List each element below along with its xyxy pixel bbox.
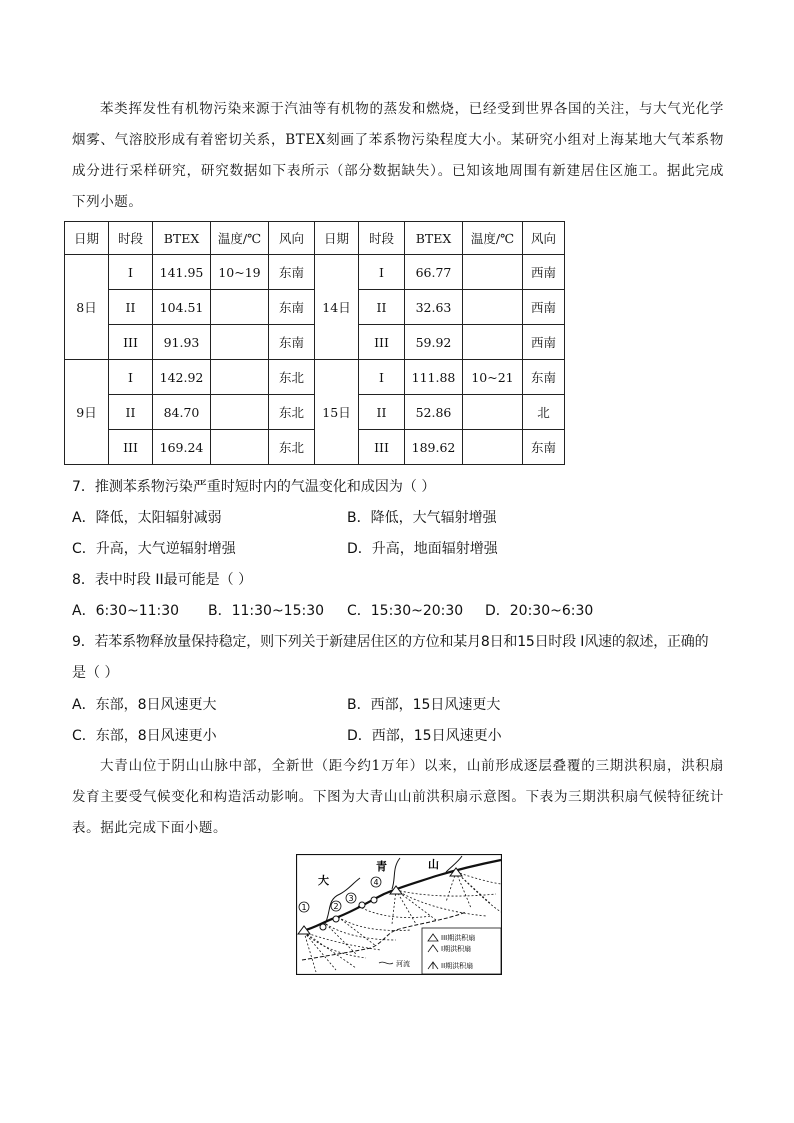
table-cell: III	[359, 430, 405, 465]
question-9-stem-line1: 9．若苯系物释放量保持稳定，则下列关于新建居住区的方位和某月8日和15日时段 I风速的叙述，正确的	[72, 634, 709, 650]
table-cell	[211, 430, 269, 465]
intro-paragraph-2: 大青山位于阴山山脉中部，全新世（距今约1万年）以来，山前形成逐层叠覆的三期洪积扇，洪积扇发育主要受气候变化和构造活动影响。下图为大青山山前洪积扇示意图。下表为三期洪积扇气候特征统计表。据此完成下面小题。	[72, 758, 724, 836]
table-cell: 东南	[269, 255, 315, 290]
label-1: 1	[301, 903, 307, 912]
table-cell: 32.63	[405, 290, 463, 325]
table-row	[65, 255, 565, 290]
table-cell: II	[359, 395, 405, 430]
label-2: 2	[333, 902, 339, 911]
header-cell: 温度/℃	[211, 222, 269, 255]
legend-river: 河流	[396, 960, 410, 968]
question-8-stem: 8．表中时段 II最可能是（ ）	[72, 572, 253, 588]
q9-option-a: A．东部，8日风速更大	[72, 697, 217, 713]
table-cell	[463, 430, 523, 465]
table-cell: 84.70	[153, 395, 211, 430]
legend-ii: II期洪积扇	[441, 962, 474, 970]
table-cell: 东南	[523, 430, 565, 465]
legend-i: I期洪积扇	[441, 945, 472, 953]
table-cell: I	[109, 360, 153, 395]
table-cell: 西南	[523, 255, 565, 290]
date-cell: 9日	[65, 360, 109, 465]
char-shan: 山	[428, 858, 439, 871]
table-cell	[463, 290, 523, 325]
table-cell	[211, 325, 269, 360]
table-cell: 169.24	[153, 430, 211, 465]
table-cell: I	[359, 255, 405, 290]
table-cell: 59.92	[405, 325, 463, 360]
btex-table	[64, 221, 565, 465]
char-da: 大	[318, 874, 329, 887]
table-cell	[211, 395, 269, 430]
table-cell: III	[109, 430, 153, 465]
header-cell: 日期	[65, 222, 109, 255]
table-cell: 西南	[523, 290, 565, 325]
table-cell: 142.92	[153, 360, 211, 395]
q9-option-c: C．东部，8日风速更小	[72, 728, 217, 744]
label-4: 4	[373, 878, 379, 887]
table-cell: 189.62	[405, 430, 463, 465]
table-cell	[463, 395, 523, 430]
date-cell: 15日	[315, 360, 359, 465]
table-cell: 东南	[269, 290, 315, 325]
q7-option-d: D．升高，地面辐射增强	[347, 541, 498, 557]
header-cell: BTEX	[153, 222, 211, 255]
table-cell: 东北	[269, 395, 315, 430]
table-cell: 东南	[523, 360, 565, 395]
q9-option-d: D．西部，15日风速更小	[347, 728, 502, 744]
table-cell: 10~21	[463, 360, 523, 395]
header-cell: BTEX	[405, 222, 463, 255]
table-cell: III	[109, 325, 153, 360]
table-cell: 111.88	[405, 360, 463, 395]
table-cell	[463, 325, 523, 360]
table-cell: I	[109, 255, 153, 290]
question-7-stem: 7．推测苯系物污染严重时短时内的气温变化和成因为（ ）	[72, 479, 436, 495]
table-cell: 东北	[269, 360, 315, 395]
q7-option-b: B．降低，大气辐射增强	[347, 510, 497, 526]
table-cell	[463, 255, 523, 290]
alluvial-fan-map	[296, 854, 502, 975]
q9-option-b: B．西部，15日风速更大	[347, 697, 501, 713]
table-cell: 东北	[269, 430, 315, 465]
table-cell: III	[359, 325, 405, 360]
table-cell	[211, 290, 269, 325]
q7-option-c: C．升高，大气逆辐射增强	[72, 541, 236, 557]
table-cell: 66.77	[405, 255, 463, 290]
table-header-row	[65, 222, 565, 255]
legend-iii: III期洪积扇	[441, 934, 476, 942]
q8-option-c: C．15:30~20:30	[347, 603, 464, 619]
table-cell: 141.95	[153, 255, 211, 290]
header-cell: 时段	[109, 222, 153, 255]
q7-option-a: A．降低，太阳辐射减弱	[72, 510, 222, 526]
table-cell: 10~19	[211, 255, 269, 290]
table-cell: 北	[523, 395, 565, 430]
date-cell: 8日	[65, 255, 109, 360]
table-row	[65, 360, 565, 395]
q8-option-b: B．11:30~15:30	[208, 603, 325, 619]
table-cell: II	[109, 395, 153, 430]
header-cell: 风向	[523, 222, 565, 255]
table-cell: 91.93	[153, 325, 211, 360]
table-cell	[211, 360, 269, 395]
header-cell: 温度/℃	[463, 222, 523, 255]
table-cell: II	[359, 290, 405, 325]
header-cell: 日期	[315, 222, 359, 255]
char-qing: 青	[376, 860, 387, 873]
intro-paragraph-1: 苯类挥发性有机物污染来源于汽油等有机物的蒸发和燃烧，已经受到世界各国的关注，与大气光化学烟雾、气溶胶形成有着密切关系，BTEX刻画了苯系物污染程度大小。某研究小组对上海某地大气苯系物成分进行采样研究，研究数据如下表所示（部分数据缺失）。已知该地周围有新建居住区施工。据此完成下列小题。	[72, 101, 724, 210]
label-3: 3	[348, 894, 354, 903]
question-9-stem-line2: 是（ ）	[72, 665, 119, 681]
table-cell: 西南	[523, 325, 565, 360]
table-cell: 52.86	[405, 395, 463, 430]
table-cell: II	[109, 290, 153, 325]
date-cell: 14日	[315, 255, 359, 360]
header-cell: 时段	[359, 222, 405, 255]
q8-option-d: D．20:30~6:30	[485, 603, 594, 619]
table-cell: 104.51	[153, 290, 211, 325]
q8-option-a: A．6:30~11:30	[72, 603, 180, 619]
header-cell: 风向	[269, 222, 315, 255]
table-cell: I	[359, 360, 405, 395]
table-cell: 东南	[269, 325, 315, 360]
